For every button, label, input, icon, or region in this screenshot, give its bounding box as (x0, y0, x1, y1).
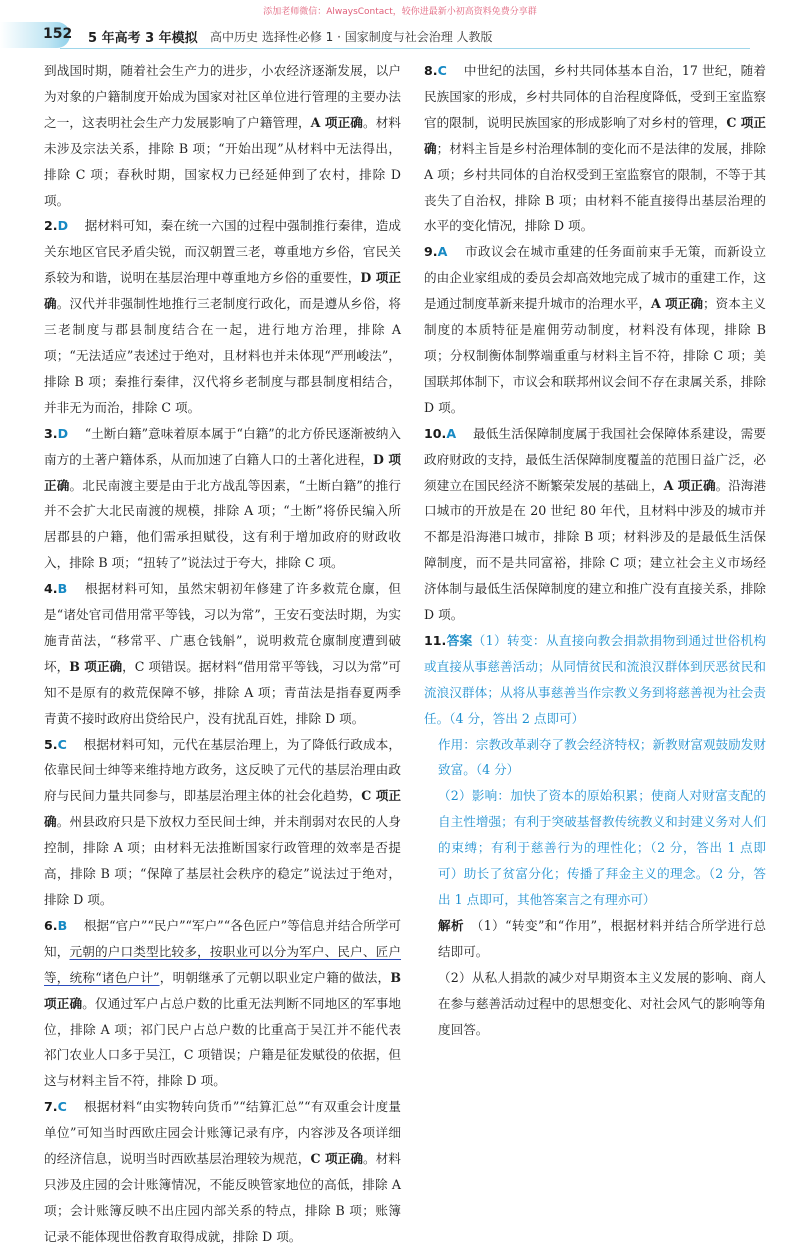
answer-q3: 3.D “土断白籍”意味着原本属于“白籍”的北方侨民逐渐被纳入南方的土著户籍体系，从而加速了白籍人口的土著化进程，D 项正确。北民南渡主要是由于北方战乱等因素，“土断白籍”的推行并不会扩大北民南渡的规模，排除 A 项；“土断”将侨民编入所居郡县的户籍，他们需承担赋役，这有利于增加政府的财政收入，排除 B 项；“扭转了”说法过于夸大，排除 C 项。 (44, 425, 402, 571)
answer-q11-part1b: 作用：宗教改革剥夺了教会经济特权；新教财富观鼓励发财致富。（4 分） (438, 736, 766, 778)
header-divider (60, 48, 750, 49)
answer-q4: 4.B 根据材料可知，虽然宋朝初年修建了许多救荒仓廪，但是“诸处官司借用常平等钱，习以为常”，王安石变法时期，为实施青苗法，“移常平、广惠仓钱斛”，说明救荒仓廪制度遭到破坏，B 项正确，C 项错误。据材料“借用常平等钱，习以为常”可知不是原有的救荒保障不够，排除 A 项；青苗法是指春夏两季青黄不接时政府出贷给民户，没有扰乱百姓，排除 D 项。 (44, 581, 401, 726)
book-info: 高中历史 选择性必修 1 · 国家制度与社会治理 人教版 (210, 30, 493, 44)
answer-q6: 6.B 根据“官户”“民户”“军户”“各色匠户”等信息并结合所学可知，元朝的户口类型比较多，按职业可以分为军户、民户、匠户等，统称“诸色户计”，明朝继承了元朝以职业定户籍的做法，B 项正确。仅通过军户占总户数的比重无法判断不同地区的军事地位，排除 A 项；祁门民户占总户数的比重高于吴江并不能代表祁门农业人口多于吴江，C 项错误；户籍是征发赋役的依据，但这与材料主旨不符，排除 D 项。 (44, 917, 402, 1089)
page-header (0, 22, 800, 48)
page-number: 152 (43, 26, 73, 42)
book-brand: 5 年高考 3 年模拟 (88, 31, 198, 46)
right-column (424, 58, 766, 1042)
answer-q9: 9.A 市政议会在城市重建的任务面前束手无策，而新设立的由企业家组成的委员会却高效地完成了城市的重建工作，这是通过制度革新来提升城市的治理水平，A 项正确；资本主义制度的本质特征是雇佣劳动制度，材料没有体现，排除 B 项；分权制衡体制弊端重重与材料主旨不符，排除 C 项；美国联邦体制下，市议会和联邦州议会间不存在隶属关系，排除 D 项。 (424, 244, 766, 415)
answer-q1-continued: 到战国时期，随着社会生产力的进步，小农经济逐渐发展，以户为对象的户籍制度开始成为国家对社区单位进行管理的主要办法之一，这表明社会生产力发展影响了户籍管理，A 项正确。材料未涉及宗法关系，排除 B 项；“开始出现”从材料中无法得出，排除 C 项；春秋时期，国家权力已经延伸到了农村，排除 D 项。 (44, 63, 402, 208)
answer-q2: 2.D 据材料可知，秦在统一六国的过程中强制推行秦律，造成关东地区官民矛盾尖锐，而汉朝置三老，尊重地方乡俗，官民关系较为和谐，说明在基层治理中尊重地方乡俗的重要性，D 项正确。汉代并非强制性地推行三老制度行政化，而是遵从乡俗，将三老制度与郡县制度结合在一起，进行地方治理，排除 A 项；“无法适应”表述过于绝对，且材料也并未体现“严刑峻法”，排除 B 项；秦推行秦律，汉代将乡老制度与郡县制度相结合，并非无为而治，排除 C 项。 (44, 218, 402, 415)
answer-q11-part2: （2）影响：加快了资本的原始积累；使商人对财富支配的自主性增强；有利于突破基督教传统教义和封建义务对人们的束缚；有利于慈善行为的理性化；（2 分，答出 1 点即可）助长了贫富分化；传播了拜金主义的理念。（2 分，答出 1 点即可，其他答案言之有理亦可） (438, 788, 766, 907)
analysis-q11: 解析 （1）“转变”和“作用”，根据材料并结合所学进行总结即可。 (438, 917, 767, 959)
answer-q7-start: 7.C 根据材料“由实物转向货币”“结算汇总”“有双重会计度量单位”可知当时西欧庄园会计账簿记录有序，内容涉及各项详细的经济信息，说明当时西欧基层治理较为规范，C 项正确。材料只涉及庄园的会计账簿情况，不能反映管家地位的高低，排除 A 项；会计账簿反映不出庄园内部关系的特点，排除 B 项；账簿记录不能体现世俗教育取得成就，排除 D 项。 (44, 1099, 402, 1244)
left-column (44, 58, 401, 1250)
answer-q11-part1: 11.答案（1）转变：从直接向教会捐款捐物到通过世俗机构或直接从事慈善活动；从同情贫民和流浪汉群体到厌恶贫民和流浪汉群体；从将从事慈善当作宗教义务到将慈善视为社会责任。（4 分，答出 2 点即可） (424, 632, 767, 726)
watermark-text: 添加老师微信：AlwaysContact，较你进最新小初高资料免费分享群 (263, 7, 537, 17)
answer-q10: 10.A 最低生活保障制度属于我国社会保障体系建设，需要政府财政的支持，最低生活保障制度覆盖的范围日益广泛，必须建立在国民经济不断繁荣发展的基础上，A 项正确。沿海港口城市的开放是在 20 世纪 80 年代，且材料中涉及的城市并不都是沿海港口城市，排除 B 项；材料涉及的是最低生活保障制度，而不是共同富裕，排除 C 项；建立社会主义市场经济体制与最低生活保障制度的建立和推广没有直接关系，排除 D 项。 (424, 425, 766, 623)
underlined-phrase: 元朝的户口类型比较多，按职业可以分为军户、民户、匠户等，统称“诸色户计” (44, 943, 402, 985)
answer-q5: 5.C 根据材料可知，元代在基层治理上，为了降低行政成本，依靠民间士绅等来维持地方政务，这反映了元代的基层治理由政府与民间力量共同参与，即基层治理主体的社会化趋势，C 项正确。州县政府只是下放权力至民间士绅，并未削弱对农民的人身控制，排除 A 项；由材料无法推断国家行政管理的效率是否提高，排除 B 项；“保障了基层社会秩序的稳定”说法过于绝对，排除 D 项。 (44, 736, 402, 907)
analysis-q11-part2: （2）从私人捐款的减少对早期资本主义发展的影响、商人在参与慈善活动过程中的思想变化、对社会风气的影响等角度回答。 (438, 969, 766, 1037)
answer-q8: 8.C 中世纪的法国，乡村共同体基本自治，17 世纪，随着民族国家的形成，乡村共同体的自治程度降低，受到王室监察官的限制，说明民族国家的形成影响了对乡村的管理，C 项正确；材料主旨是乡村治理体制的变化而不是法律的发展，排除 A 项；乡村共同体的自治权受到王室监察官的限制，不等于其丧失了自治权，排除 B 项；由材料不能直接得出基层治理的水平的变化情况，排除 D 项。 (424, 63, 767, 234)
